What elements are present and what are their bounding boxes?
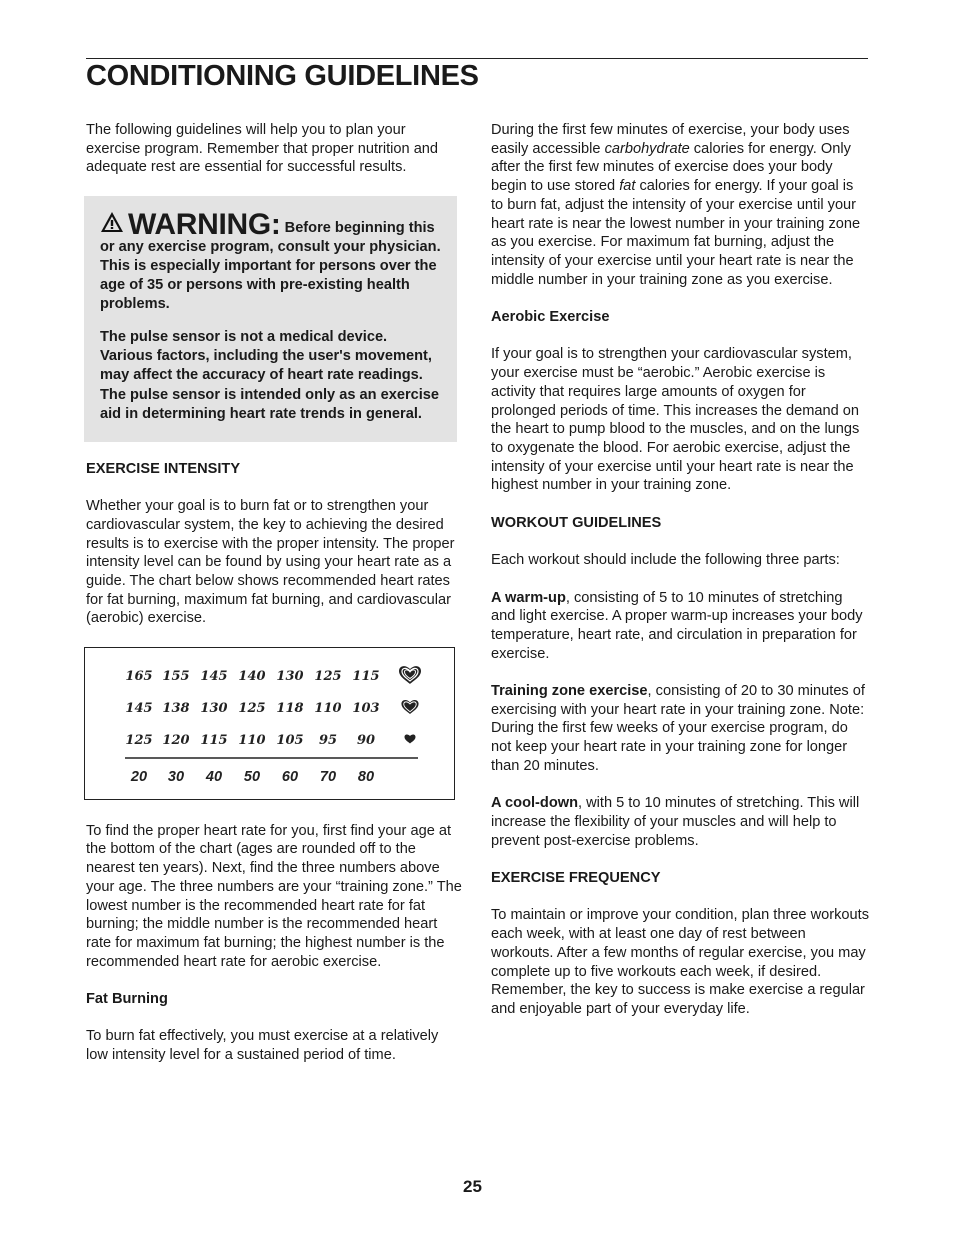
page-number: 25 [463,1177,482,1196]
chart-value: 155 [162,668,190,684]
chart-value: 115 [200,732,228,748]
warmup-body: , consisting of 5 to 10 minutes of stretching and light exercise. A proper warm-up increases your body temperature, heart rate, and circulation in preparation for exercise. [491,589,863,662]
frequency-heading: EXERCISE FREQUENCY [491,870,661,886]
cooldown-paragraph [491,794,869,850]
cooldown-body: , with 5 to 10 minutes of stretching. This will increase the flexibility of your muscles and will help to prevent post-exercise problems. [491,795,860,849]
chart-value: 125 [314,668,342,684]
zone-paragraph [491,682,869,776]
chart-value: 95 [318,732,338,748]
aerobic-body: If your goal is to strengthen your cardiovascular system, your exercise must be “aerobic.” Aerobic exercise is activity that requires large amounts of oxygen for prolonged periods of time. This increases the demand on the heart to pump blood to the muscles, and on the lungs to oxygenate the blood. For aerobic exercise, adjust the intensity of your exercise until your heart rate is near the highest number in your training zone. [491,346,860,494]
energy-text-a: During the first few minutes of exercise, your body uses easily accessible [491,122,850,157]
left-column [86,121,464,1084]
right-column [491,121,869,1037]
top-rule [86,58,868,59]
workout-intro: Each workout should include the following three parts: [491,552,840,569]
aerobic-heading: Aerobic Exercise [491,309,610,326]
chart-value: 140 [238,668,266,684]
age-label: 70 [319,768,337,785]
cooldown-label: A cool-down [491,795,579,812]
chart-value: 125 [125,732,153,748]
medium-heart-icon [401,700,418,714]
age-label: 50 [243,768,261,785]
fat-burning-heading: Fat Burning [86,991,168,1008]
chart-value: 145 [200,668,228,684]
energy-text-b: calories for energy. Only after the first few minutes of exercise does your body begin to use stored [491,140,851,195]
frequency-body: To maintain or improve your condition, plan three workouts each week, with at least one day of rest between workouts. After a few months of regular exercise, you may complete up to five workouts each week, if desired. Remember, the key to success is make exercise a regular and enjoyable part of your everyday life. [491,907,870,1017]
energy-paragraph [491,121,869,289]
age-label: 20 [130,768,148,785]
chart-value: 165 [125,668,153,684]
chart-value: 110 [238,732,266,748]
chart-value: 115 [352,668,380,684]
page-title: CONDITIONING GUIDELINES [86,60,479,92]
zone-body: , consisting of 20 to 30 minutes of exercising with your heart rate in your training zone. Note: During the first few weeks of your exercise program, do not keep your heart rate in your training zone for longer than 20 minutes. [491,683,865,774]
age-label: 60 [281,768,299,785]
chart-value: 125 [238,700,266,716]
warning-triangle-icon [100,211,124,233]
warning-text-1: Before beginning this or any exercise program, consult your physician. This is especially important for persons over the age of 35 or persons with pre-existing health problems. [100,219,441,313]
fat-burning-body: To burn fat effectively, you must exercise at a relatively low intensity level for a sustained period of time. [86,1028,439,1064]
warning-paragraph-1 [100,207,443,314]
warning-heading: WARNING: [128,207,281,241]
age-label: 30 [167,768,185,785]
warning-box [84,196,457,442]
energy-text-c: calories for energy. If your goal is to burn fat, adjust the intensity of your exercise until your heart rate is near the lowest number in your training zone as you exercise. For maximum fat burning, adjust the intensity of your exercise until your heart rate is near the middle number in your training zone as you exercise. [491,178,861,288]
chart-value: 105 [276,732,304,748]
small-heart-icon [405,734,416,743]
warmup-paragraph [491,589,869,664]
heart-rate-chart [84,647,455,800]
chart-value: 90 [356,732,376,748]
chart-value: 130 [200,700,228,716]
warmup-label: A warm-up [491,589,566,606]
workout-heading: WORKOUT GUIDELINES [491,514,662,531]
large-heart-icon [399,666,421,684]
chart-value: 110 [314,700,342,716]
exercise-intensity-body: Whether your goal is to burn fat or to strengthen your cardiovascular system, the key to achieving the desired results is to exercise with the proper intensity. The proper intensity level can be found by using your heart rate as a guide. The chart below shows recommended heart rates for fat burning, maximum fat burning, and cardiovascular (aerobic) exercise. [86,498,455,627]
fat-term: fat [619,178,636,195]
zone-label: Training zone exercise [491,683,648,699]
chart-value: 118 [276,700,304,716]
carbohydrate-term: carbohydrate [604,140,690,157]
chart-value: 120 [162,732,190,748]
chart-value: 138 [162,700,190,716]
warning-paragraph-2: The pulse sensor is not a medical device. Various factors, including the user's movement, may affect the accuracy of heart rate readings. The pulse sensor is intended only as an exercise aid in determining heart rate trends in general. [100,329,440,422]
exercise-intensity-heading: EXERCISE INTENSITY [86,460,241,477]
age-label: 40 [205,768,223,785]
chart-value: 130 [276,668,304,684]
heart-rate-chart-svg [85,648,454,798]
find-rate-paragraph: To find the proper heart rate for you, first find your age at the bottom of the chart (ages are rounded off to the nearest ten years). Next, find the three numbers above your age. The three numbers are your “training zone.” The lowest number is the recommended heart rate for fat burning; the middle number is the recommended heart rate for maximum fat burning; the highest number is the recommended heart rate for aerobic exercise. [86,822,462,970]
age-label: 80 [357,768,375,785]
chart-value: 145 [125,700,153,716]
intro-paragraph: The following guidelines will help you to plan your exercise program. Remember that proper nutrition and adequate rest are essential for successful results. [86,122,439,176]
chart-value: 103 [352,700,380,716]
